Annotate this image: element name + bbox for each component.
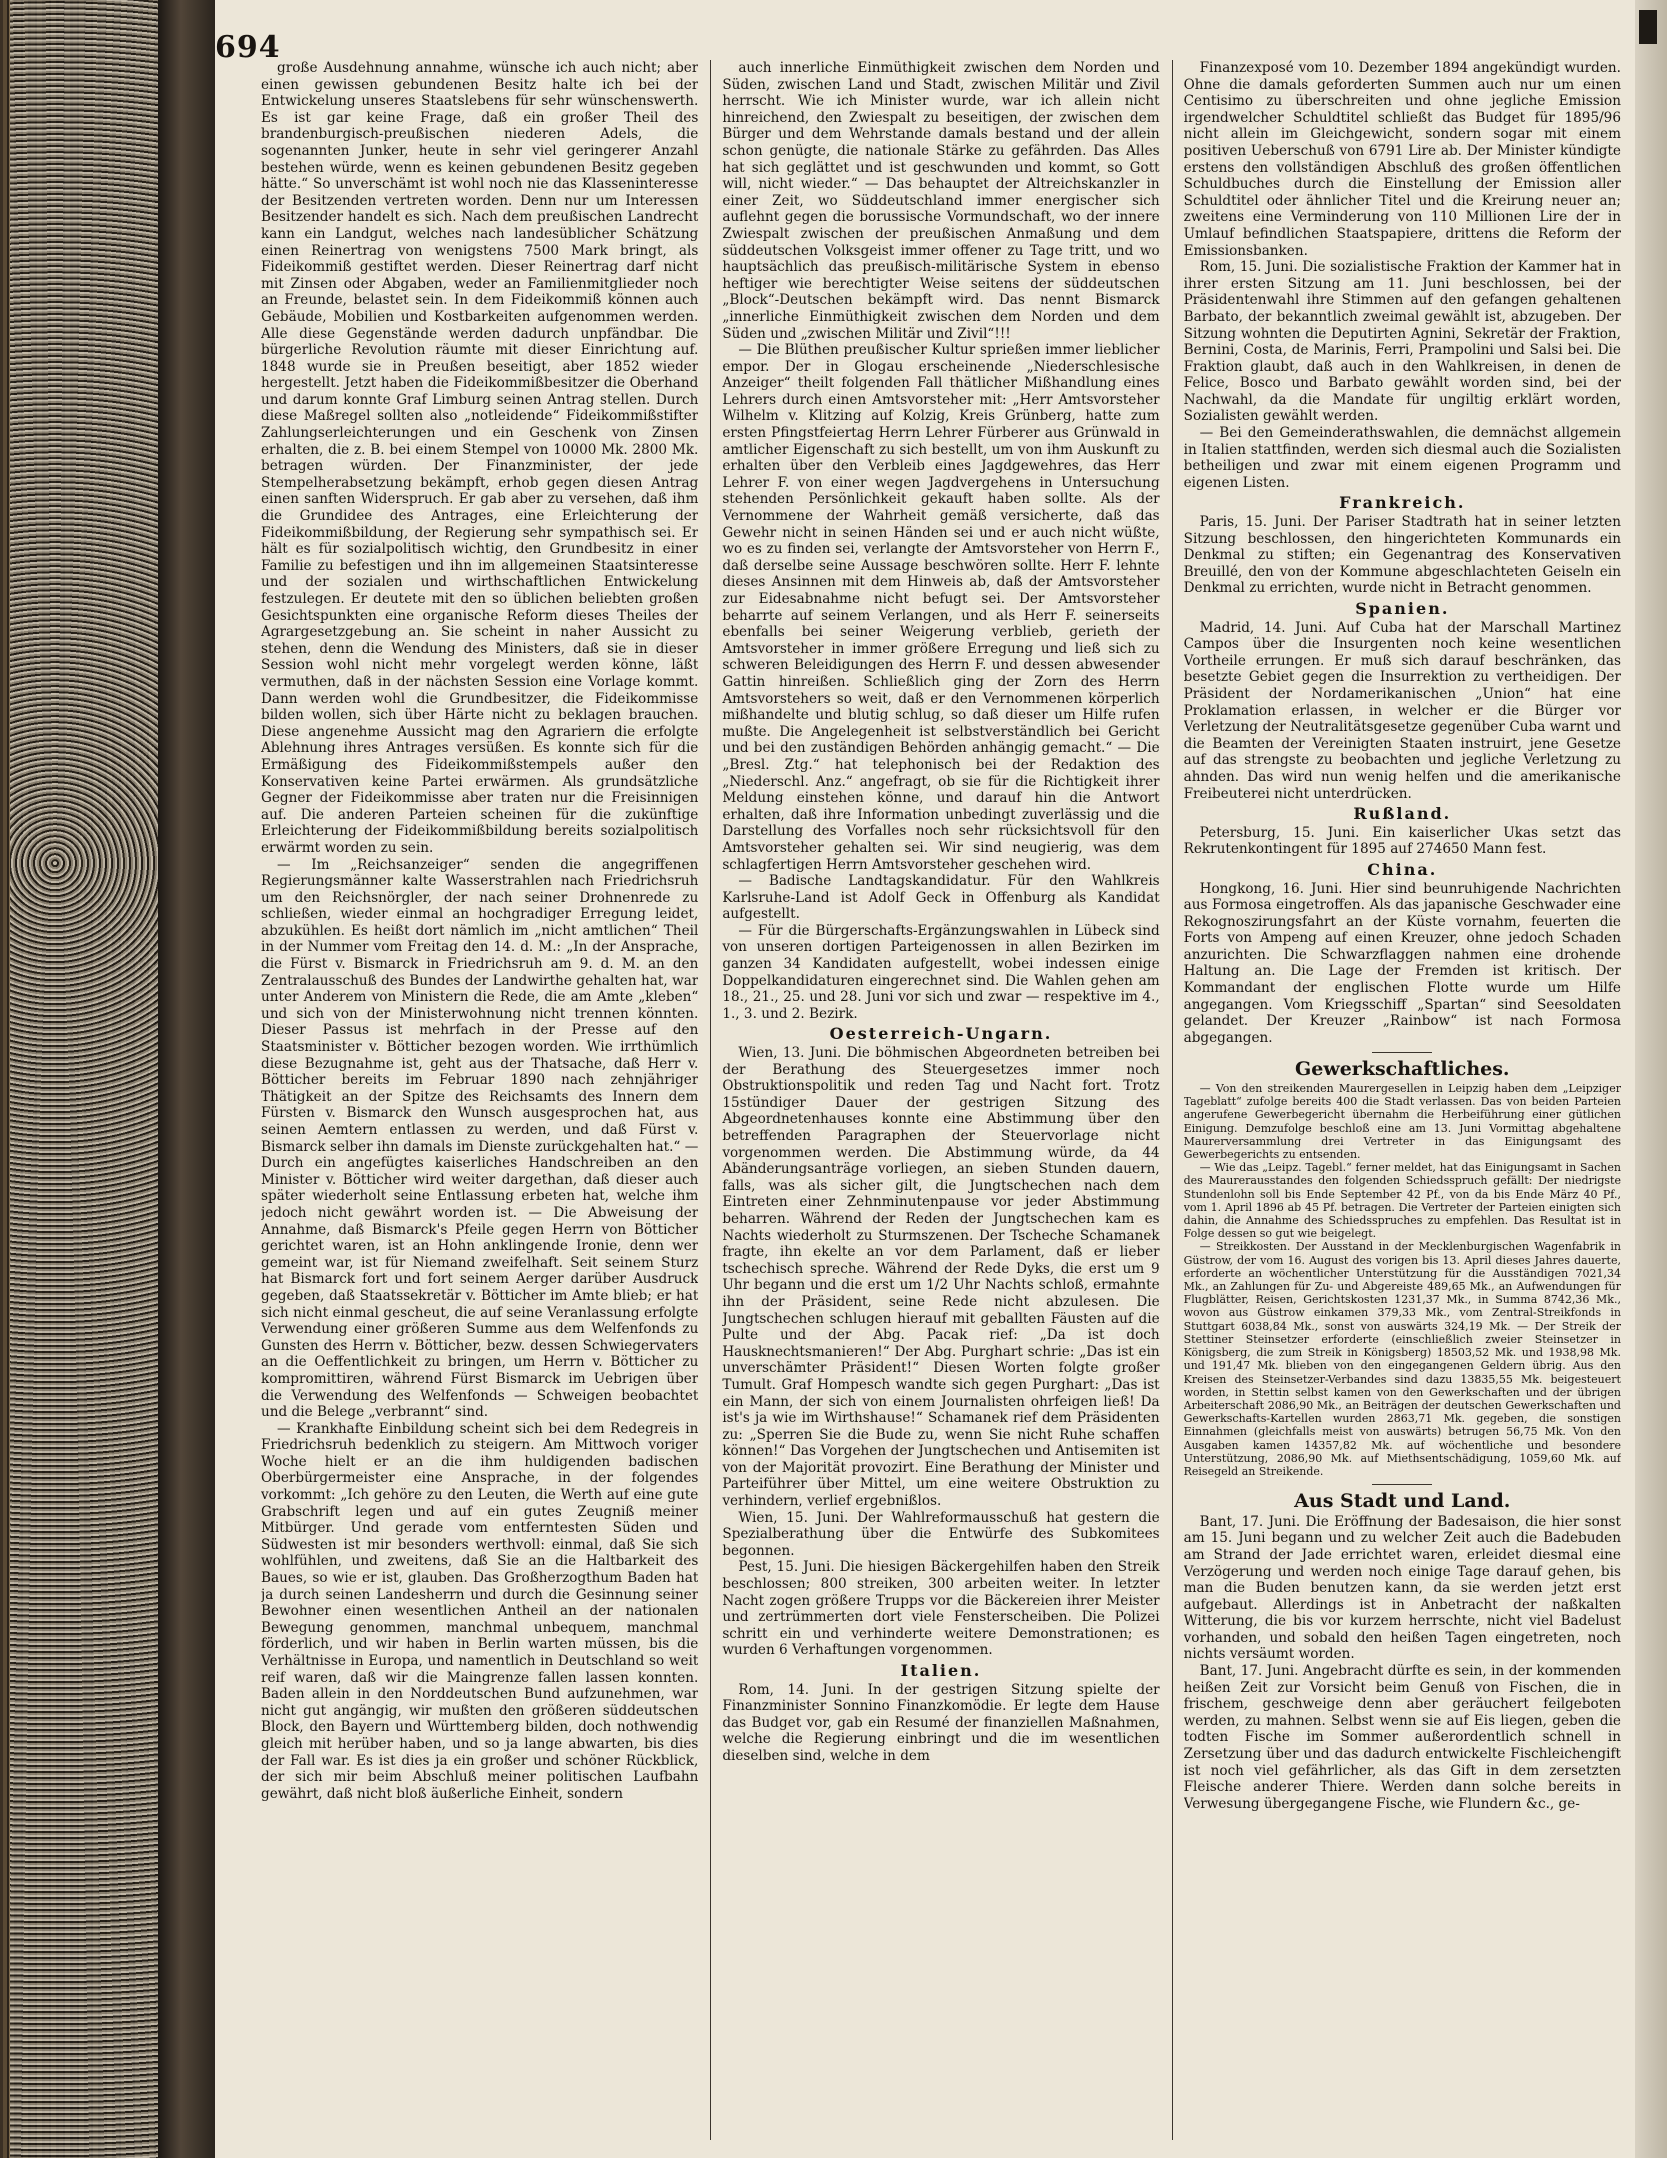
news-paragraph: Rom, 15. Juni. Die sozialistische Fraktion der Kammer hat in ihrer ersten Sitzung am 11. Juni beschlossen, bei der Präsidentenwahl ihre Stimmen auf den gefangen gehaltenen Barbato, der bekanntlich zweimal gewählt ist, abzugeben. Der Sitzung wohnten die Deputirten Agnini, Sekretär der Fraktion, Bernini, Costa, de Marinis, Ferri, Prampolini und Salsi bei. Die Fraktion glaubt, daß auch in den Wahlkreisen, in denen de Felice, Bosco und Barbato gewählt worden sind, bei der Nachwahl, da die Mandate für ungiltig erklärt worden, Sozialisten gewählt werden.	[1183, 259, 1621, 425]
news-paragraph: — Für die Bürgerschafts-Ergänzungswahlen in Lübeck sind von unseren dortigen Parteigenossen in allen Bezirken im ganzen 34 Kandidaten aufgestellt, wobei indessen einige Doppelkandidaturen eingerechnet sind. Die Wahlen gehen am 18., 21., 25. und 28. Juni vor sich und zwar — respektive im 4., 1., 3. und 2. Bezirk.	[722, 922, 1160, 1022]
section-divider	[1372, 1484, 1432, 1485]
column-3	[1184, 60, 1621, 2140]
news-paragraph: — Bei den Gemeinderathswahlen, die demnächst allgemein in Italien stattfinden, werden sich diesmal auch die Sozialisten betheiligen und zwar mit einem eigenen Programm und eigenen Listen.	[1183, 425, 1621, 491]
news-paragraph: Bant, 17. Juni. Angebracht dürfte es sein, in der kommenden heißen Zeit zur Vorsicht beim Genuß von Fischen, die in frischem, geschweige denn aber geräuchert feilgeboten werden, zu mahnen. Selbst wenn sie auf Eis liegen, geben die todten Fische im Sommer außerordentlich schnell in Zersetzung über und das dadurch entwickelte Fischleichengift ist noch viel gefährlicher, als das Gift in dem zersetzten Fleische anderer Thiere. Werden dann solche bereits in Verwesung übergegangene Fische, wie Flundern &c., ge-	[1183, 1663, 1621, 1812]
section-heading: Spanien.	[1355, 599, 1450, 618]
marbled-binding	[10, 0, 160, 2158]
section-heading: Oesterreich-Ungarn.	[829, 1024, 1053, 1044]
news-paragraph: — Die Blüthen preußischer Kultur sprießen immer lieblicher empor. Der in Glogau erscheinende „Niederschlesische Anzeiger“ theilt folgenden Fall thätlicher Mißhandlung eines Lehrers durch einen Amtsvorsteher mit: „Herr Amtsvorsteher Wilhelm v. Klitzing auf Kolzig, Kreis Grünberg, hatte zum ersten Pfingstfeiertag Herrn Lehrer Fürberer aus Grünwald in amtlicher Eigenschaft zu sich bestellt, um von ihm Auskunft zu erhalten über den Verbleib eines Jagdgewehres, das Herr Lehrer F. von einer wegen Jagdvergehens in Untersuchung stehenden Persönlichkeit gekauft haben sollte. Als der Vernommene der Wahrheit gemäß versicherte, daß das Gewehr nicht in seinen Händen sei und er auch nicht wüßte, wo es zu finden sei, verlangte der Amtsvorsteher von Herrn F., daß derselbe seine Aussage beschwören sollte. Herr F. lehnte dieses Ansinnen mit dem Hinweis ab, daß der Amtsvorsteher zur Eidesabnahme nicht befugt sei. Der Amtsvorsteher beharrte auf seinem Verlangen, und als Herr F. seinerseits ebenfalls bei seiner Weigerung verblieb, gerieth der Amtsvorsteher in immer größere Erregung und ließ sich zu schweren Beleidigungen des Herrn F. und dessen abwesender Gattin hinreißen. Schließlich ging der Zorn des Herrn Amtsvorstehers so weit, daß er den Vernommenen körperlich mißhandelte und blutig schlug, so daß dieser um Hilfe rufen mußte. Die Angelegenheit ist selbstverständlich bei Gericht und bei den zuständigen Behörden anhängig gemacht.“ — Die „Bresl. Ztg.“ hat telephonisch bei der Redaktion des „Niederschl. Anz.“ angefragt, ob sie für die Richtigkeit ihrer Meldung einstehen könne, und darauf hin die Antwort erhalten, daß ihre Information unbedingt zuverlässig und die Darstellung des Vorfalles noch sehr rücksichtsvoll für den Amtsvorsteher gehalten sei. Wir sind neugierig, was dem schlagfertigen Herrn Amtsvorsteher geschehen wird.	[722, 342, 1160, 873]
page-tab-marker	[1639, 10, 1657, 44]
news-paragraph: Finanzexposé vom 10. Dezember 1894 angekündigt wurden. Ohne die damals geforderten Summen auch nur um einen Centisimo zu überschreiten und ohne jegliche Emission irgendwelcher Schuldtitel schließt das Budget für 1895/96 nicht allein im Gleichgewicht, sondern sogar mit einem positiven Ueberschuß von 6791 Lire ab. Der Minister kündigte erstens den vollständigen Abschluß des großen öffentlichen Schuldbuches durch die Einstellung der Emission aller Schuldtitel oder ähnlicher Titel und die Kreirung neuer an; zweitens eine Verminderung von 110 Millionen Lire der in Umlauf befindlichen Staatspapiere, drittens die Reform der Emissionsbanken.	[1183, 60, 1621, 259]
news-paragraph: Paris, 15. Juni. Der Pariser Stadtrath hat in seiner letzten Sitzung beschlossen, den hingerichteten Kommunards ein Denkmal zu stiften; ein Gegenantrag des Konservativen Breuillé, den von der Kommune abgeschlachteten Geiseln ein Denkmal zu errichten, wurde nicht in Betracht genommen.	[1183, 514, 1621, 597]
section-divider	[1372, 1052, 1432, 1053]
book-binding-edge	[0, 0, 215, 2158]
news-paragraph: Rom, 14. Juni. In der gestrigen Sitzung spielte der Finanzminister Sonnino Finanzkomödie. Er legte dem Hause das Budget vor, gab ein Resumé der finanziellen Maßnahmen, welche die Regierung einbringt und die im wesentlichen dieselben sind, welche in dem	[722, 1681, 1160, 1764]
news-paragraph: Petersburg, 15. Juni. Ein kaiserlicher Ukas setzt das Rekrutenkontingent für 1895 auf 274650 Mann fest.	[1183, 824, 1621, 858]
page-number: 694	[215, 30, 281, 65]
news-paragraph: — Streikkosten. Der Ausstand in der Mecklenburgischen Wagenfabrik in Güstrow, der vom 16. August des vorigen bis 13. April dieses Jahres dauerte, erforderte an wöchentlicher Unterstützung für die Ausständigen 7021,34 Mk., an Zahlungen für Zu- und Abgereiste 489,65 Mk., an Aufwendungen für Flugblätter, Reisen, Gerichtskosten 1231,37 Mk., in Summa 8742,36 Mk., wovon aus Güstrow einkamen 379,33 Mk., vom Zentral-Streikfonds in Stuttgart 6038,84 Mk., sonst von auswärts 324,19 Mk. — Der Streik der Stettiner Steinsetzer erforderte (einschließlich zweier Steinsetzer in Königsberg, die zum Streik in Königsberg) 18503,52 Mk. und 1938,98 Mk. und 191,47 Mk. blieben von den eingegangenen Geldern übrig. Aus den Kreisen des Steinsetzer-Verbandes sind dazu 13835,55 Mk. beigesteuert worden, in Stettin selbst kamen von den Gewerkschaften und der übrigen Arbeiterschaft 2086,90 Mk., an Beiträgen der deutschen Gewerkschaften und Gewerkschafts-Kartellen wurden 2863,71 Mk. gegeben, die sonstigen Einnahmen (gleichfalls meist von auswärts) betrugen 56,75 Mk. Von den Ausgaben kamen 14357,82 Mk. auf wöchentliche und besondere Unterstützung, 2086,90 Mk. auf Miethsentschädigung, 1059,60 Mk. auf Reisegeld an Streikende.	[1183, 1240, 1621, 1478]
section-heading: Aus Stadt und Land.	[1294, 1490, 1511, 1513]
column-rule	[1172, 60, 1173, 2140]
news-paragraph: Hongkong, 16. Juni. Hier sind beunruhigende Nachrichten aus Formosa eingetroffen. Als das japanische Geschwader eine Rekognoszirungsfahrt an der Küste vornahm, feuerten die Forts von Ampeng auf einen Kreuzer, ohne jedoch Schaden anzurichten. Die Schwarzflaggen nahmen eine drohende Haltung an. Die Lage der Fremden ist kritisch. Der Kommandant der englischen Flotte wurde um Hilfe angegangen. Vom Kriegsschiff „Spartan“ sind Seesoldaten gelandet. Der Kreuzer „Rainbow“ ist nach Formosa abgegangen.	[1183, 880, 1621, 1046]
adjacent-page-edge	[1635, 0, 1667, 2158]
text-columns	[261, 60, 1621, 2140]
news-paragraph: Wien, 15. Juni. Der Wahlreformausschuß hat gestern die Spezialberathung über die Entwürfe des Subkomitees begonnen.	[722, 1509, 1160, 1559]
news-paragraph: — Von den streikenden Maurergesellen in Leipzig haben dem „Leipziger Tageblatt“ zufolge bereits 400 die Stadt verlassen. Das von beiden Parteien angerufene Gewerbegericht übernahm die Herbeiführung einer gütlichen Einigung. Demzufolge beschloß eine am 13. Juni Vormittag abgehaltene Maurerversammlung drei Vertreter in das Einigungsamt des Gewerbegerichts zu entsenden.	[1183, 1082, 1621, 1162]
news-paragraph: — Wie das „Leipz. Tagebl.“ ferner meldet, hat das Einigungsamt in Sachen des Maurerausstandes den folgenden Schiedsspruch gefällt: Der niedrigste Stundenlohn soll bis Ende September 42 Pf., von da bis Ende März 40 Pf., vom 1. April 1896 ab 45 Pf. betragen. Die Vertreter der Parteien einigten sich dahin, die Annahme des Schiedsspruches zu empfehlen. Das Resultat ist in Folge dessen so gut wie beigelegt.	[1183, 1161, 1621, 1241]
column-2	[722, 60, 1159, 2140]
column-1	[261, 60, 698, 2140]
news-paragraph: Wien, 13. Juni. Die böhmischen Abgeordneten betreiben bei der Berathung des Steuergesetzes immer noch Obstruktionspolitik und reden Tag und Nacht fort. Trotz 15stündiger Dauer der gestrigen Sitzung des Abgeordnetenhauses konnte eine Abstimmung über den betreffenden Paragraphen der Steuervorlage nicht vorgenommen werden. Die Abstimmung würde, da 44 Abänderungsanträge vorliegen, an sieben Stunden dauern, falls, was als sicher gilt, die Jungtschechen nach dem Eintreten einer Zehnminutenpause vor jeder Abstimmung beharren. Während der Reden der Jungtschechen kam es Nachts wiederholt zu Sturmszenen. Der Tscheche Schamanek fragte, ihn ekelte an vor dem Parlament, daß er lieber tschechisch spreche. Während der Rede Dyks, die erst um 9 Uhr begann und die erst um 1/2 Uhr Nachts schloß, ermahnte ihn der Präsident, seine Rede nicht abzulesen. Die Jungtschechen schlugen hierauf mit geballten Fäusten auf die Pulte und der Abg. Pacak rief: „Da ist doch Hausknechtsmanieren!“ Der Abg. Purghart schrie: „Das ist ein unverschämter Präsident!“ Diesen Worten folgte großer Tumult. Graf Hompesch wandte sich gegen Purghart: „Das ist ein Mann, der sich von einem Journalisten ohrfeigen ließ! Da ist's ja wie im Wirthshause!“ Schamanek rief dem Präsidenten zu: „Sperren Sie die Bude zu, wenn Sie nicht Ruhe schaffen können!“ Das Vorgehen der Jungtschechen und Antisemiten ist von der Majorität provozirt. Eine Berathung der Minister und Parteiführer über Mittel, um eine weitere Obstruktion zu verhindern, verlief ergebnißlos.	[722, 1045, 1160, 1510]
news-paragraph: große Ausdehnung annahme, wünsche ich auch nicht; aber einen gewissen gebundenen Besitz halte ich bei der Entwickelung unseres Staatslebens für sehr wünschenswerth. Es ist gar keine Frage, daß ein großer Theil des brandenburgisch-preußischen niederen Adels, die sogenannten Junker, heute in sehr viel geringerer Anzahl bestehen würde, wenn es keinen gebundenen Besitz gegeben hätte.“ So unverschämt ist wohl noch nie das Klasseninteresse der Besitzenden vertreten worden. Denn nur um Interessen Besitzender handelt es sich. Nach dem preußischen Landrecht kann ein Landgut, welches nach landesüblicher Schätzung einen Reinertrag von wenigstens 7500 Mark bringt, als Fideikommiß gestiftet werden. Dieser Reinertrag darf nicht mit Zinsen oder Abgaben, weder an Familienmitglieder noch an Freunde, belastet sein. In dem Fideikommiß können auch Gebäude, Mobilien und Kostbarkeiten aufgenommen werden. Alle diese Gegenstände werden dadurch unpfändbar. Die bürgerliche Revolution räumte mit dieser Einrichtung auf. 1848 wurde sie in Preußen beseitigt, aber 1852 wieder hergestellt. Jetzt haben die Fideikommißbesitzer die Oberhand und darum konnte Graf Limburg seinen Antrag stellen. Durch diese Maßregel sollten also „notleidende“ Fideikommißstifter Zahlungserleichterungen und ein Geschenk von Zinsen erhalten, die z. B. bei einem Stempel von 10000 Mk. 2800 Mk. betragen würden. Der Finanzminister, der jede Stempelherabsetzung bekämpft, erhob gegen diesen Antrag einen sanften Widerspruch. Er gab aber zu versehen, daß ihm die Grundidee des Antrages, eine Erleichterung der Fideikommißbildung, der Regierung sehr sympathisch sei. Er hält es für sozialpolitisch wichtig, den Grundbesitz in einer Familie zu befestigen und ihn im allgemeinen Staatsinteresse und der sozialen und wirthschaftlichen Entwickelung festzulegen. Er deutete mit den so üblichen beliebten großen Gesichtspunkten eine organische Reform dieses Theiles der Agrargesetzgebung an. Sie scheint in naher Aussicht zu stehen, denn die Wendung des Ministers, daß sie in dieser Session wohl nicht mehr vorgelegt werden könne, läßt vermuthen, daß in der nächsten Session eine Vorlage kommt. Dann werden wohl die Grundbesitzer, die Fideikommisse bilden wollen, sich über Härte nicht zu beklagen brauchen. Diese angenehme Aussicht mag den Agrariern die erfolgte Ablehnung ihres Antrages versüßen. Es konnte sich für die Ermäßigung des Fideikommißstempels außer den Konservativen keine Partei erwärmen. Als grundsätzliche Gegner der Fideikommisse aber traten nur die Freisinnigen auf. Die anderen Parteien scheinen für die zukünftige Erleichterung der Fideikommißbildung bereits sozialpolitisch erwärmt worden zu sein.	[261, 60, 699, 856]
news-paragraph: — Krankhafte Einbildung scheint sich bei dem Redegreis in Friedrichsruh bedenklich zu steigern. Am Mittwoch voriger Woche hielt er an die ihm huldigenden badischen Oberbürgermeister eine Ansprache, in der folgendes vorkommt: „Ich gehöre zu den Leuten, die Werth auf eine gute Grabschrift legen und auf ein gutes Zeugniß meiner Mitbürger. Und gerade vom entferntesten Süden und Südwesten ist mir besonders werthvoll: einmal, daß Sie sich wohlfühlen, und zweitens, daß Sie an die Haltbarkeit des Baues, so wie er ist, glauben. Das Großherzogthum Baden hat ja durch seinen Landesherrn und durch die Gesinnung seiner Bewohner einen wesentlichen Antheil an der nationalen Bewegung genommen, manchmal unbequem, manchmal förderlich, und wir haben in Berlin warten müssen, bis die Verhältnisse in Europa, und namentlich in Deutschland so weit reif waren, daß wir die Maingrenze fallen lassen konnten. Baden allein in den Norddeutschen Bund aufzunehmen, war nicht gut angängig, wir mußten den größeren süddeutschen Block, den Bayern und Württemberg bilden, doch nothwendig gleich mit herüber haben, und so ja lange abwarten, bis dies der Fall war. Es ist dies ja ein großer und schöner Rückblick, der sich mir beim Abschluß meiner politischen Laufbahn gewährt, daß nicht bloß äußerliche Einheit, sondern	[261, 1420, 699, 1802]
section-heading: Frankreich.	[1339, 493, 1466, 513]
news-paragraph: auch innerliche Einmüthigkeit zwischen dem Norden und Süden, zwischen Land und Stadt, zwischen Militär und Zivil herrscht. Wie ich Minister wurde, war ich allein nicht hinreichend, den Zwiespalt zu beseitigen, der zwischen dem Bürger und dem Wehrstande damals bestand und der allein schon genügte, die nationale Stärke zu gefährden. Das Alles hat sich geglättet und ist geschwunden und kommt, so Gott will, nicht wieder.“ — Das behauptet der Altreichskanzler in einer Zeit, wo Süddeutschland immer energischer sich auflehnt gegen die borussische Vormundschaft, wo der innere Zwiespalt zwischen der preußischen Anmaßung und dem süddeutschen Volksgeist immer offener zu Tage tritt, und wo hauptsächlich das preußisch-militärische System in ebenso heftiger wie berechtigter Weise seitens der süddeutschen „Block“-Deutschen bekämpft wird. Das nennt Bismarck „innerliche Einmüthigkeit zwischen dem Norden und dem Süden und „zwischen Militär und Zivil“!!!	[722, 60, 1160, 342]
newspaper-page	[215, 0, 1667, 2158]
column-rule	[710, 60, 711, 2140]
news-paragraph: Bant, 17. Juni. Die Eröffnung der Badesaison, die hier sonst am 15. Juni begann und zu welcher Zeit auch die Badebuden am Strand der Jade errichtet waren, erleidet diesmal eine Verzögerung und werden noch einige Tage darauf gehen, bis man die Buden benutzen kann, da sie werden jetzt erst aufgebaut. Allerdings ist in Anbetracht der naßkalten Witterung, die bis vor kurzem herrschte, nicht viel Badelust vorhanden, und sobald den heißen Tagen eingetreten, noch nichts versäumt worden.	[1183, 1513, 1621, 1663]
section-heading: Italien.	[900, 1661, 982, 1680]
gutter-shadow	[158, 0, 215, 2158]
news-paragraph: — Im „Reichsanzeiger“ senden die angegriffenen Regierungsmänner kalte Wasserstrahlen nach Friedrichsruh um den Reichsnörgler, der nach seiner Drohnenrede zu schließen, wieder einmal an hochgradiger Erregung leidet, abzukühlen. Es heißt dort nämlich im „nicht amtlichen“ Theil in der Nummer vom Freitag den 14. d. M.: „In der Ansprache, die Fürst v. Bismarck in Friedrichsruh am 9. d. M. an den Zentralausschuß des Bundes der Landwirthe gehalten hat, war unter Anderem von Ministern die Rede, die am Amte „kleben“ und sich von der Ministerwohnung nicht trennen könnten. Dieser Passus ist mehrfach in der Presse auf den Staatsminister v. Bötticher bezogen worden. Wie irrthümlich diese Bezugnahme ist, geht aus der Thatsache, daß Herr v. Bötticher bereits im Februar 1890 nach zehnjähriger Thätigkeit an der Spitze des Reichsamts des Innern dem Fürsten v. Bismarck den Wunsch ausgesprochen hat, aus seinen Aemtern entlassen zu werden, und daß Fürst v. Bismarck selber ihn damals im Dienste zurückgehalten hat.“ — Durch ein angefügtes kaiserliches Handschreiben an den Minister v. Bötticher wird weiter dargethan, daß dieser auch später wiederholt seine Entlassung erbeten hat, welche ihm jedoch nicht gewährt worden ist. — Die Abweisung der Annahme, daß Bismarck's Pfeile gegen Herrn von Bötticher gerichtet waren, ist an Hohn anklingende Ironie, denn wer gemeint war, ist für Niemand zweifelhaft. Seit seinem Sturz hat Bismarck fort und fort seinem Aerger darüber Ausdruck gegeben, daß Staatssekretär v. Bötticher im Amte blieb; er hat sich nicht einmal gescheut, die auf seine Veranlassung erfolgte Verwendung einer größeren Summe aus dem Welfenfonds zu Gunsten des Herrn v. Bötticher, bezw. dessen Schwiegervaters an die Oeffentlichkeit zu bringen, um Herrn v. Bötticher zu kompromittiren, während Fürst Bismarck im Uebrigen über die Verwendung des Welfenfonds — Schweigen beobachtet und die Belege „verbrannt“ sind.	[261, 856, 699, 1421]
news-paragraph: Pest, 15. Juni. Die hiesigen Bäckergehilfen haben den Streik beschlossen; 800 streiken, 300 arbeiten weiter. In letzter Nacht zogen größere Trupps vor die Bäckereien ihrer Meister und zertrümmerten dort viele Fensterscheiben. Die Polizei schritt ein und verhinderte weitere Demonstrationen; es wurden 6 Verhaftungen vorgenommen.	[722, 1559, 1160, 1659]
section-heading: Rußland.	[1353, 804, 1452, 824]
section-heading: Gewerkschaftliches.	[1295, 1058, 1510, 1081]
section-heading: China.	[1367, 859, 1438, 879]
news-paragraph: Madrid, 14. Juni. Auf Cuba hat der Marschall Martinez Campos über die Insurgenten noch keine wesentlichen Vortheile errungen. Er muß sich darauf beschränken, das besetzte Gebiet gegen die Insurrektion zu vertheidigen. Der Präsident der Nordamerikanischen „Union“ hat eine Proklamation erlassen, in welcher er die Bürger vor Verletzung der Neutralitätsgesetze gegenüber Cuba warnt und die Beamten der Vereinigten Staaten instruirt, jene Gesetze auf das strengste zu beobachten und jegliche Verletzung zu ahnden. Das wird nun wenig helfen und die amerikanische Freibeuterei nicht unterdrücken.	[1183, 619, 1621, 802]
news-paragraph: — Badische Landtagskandidatur. Für den Wahlkreis Karlsruhe-Land ist Adolf Geck in Offenburg als Kandidat aufgestellt.	[722, 873, 1160, 923]
